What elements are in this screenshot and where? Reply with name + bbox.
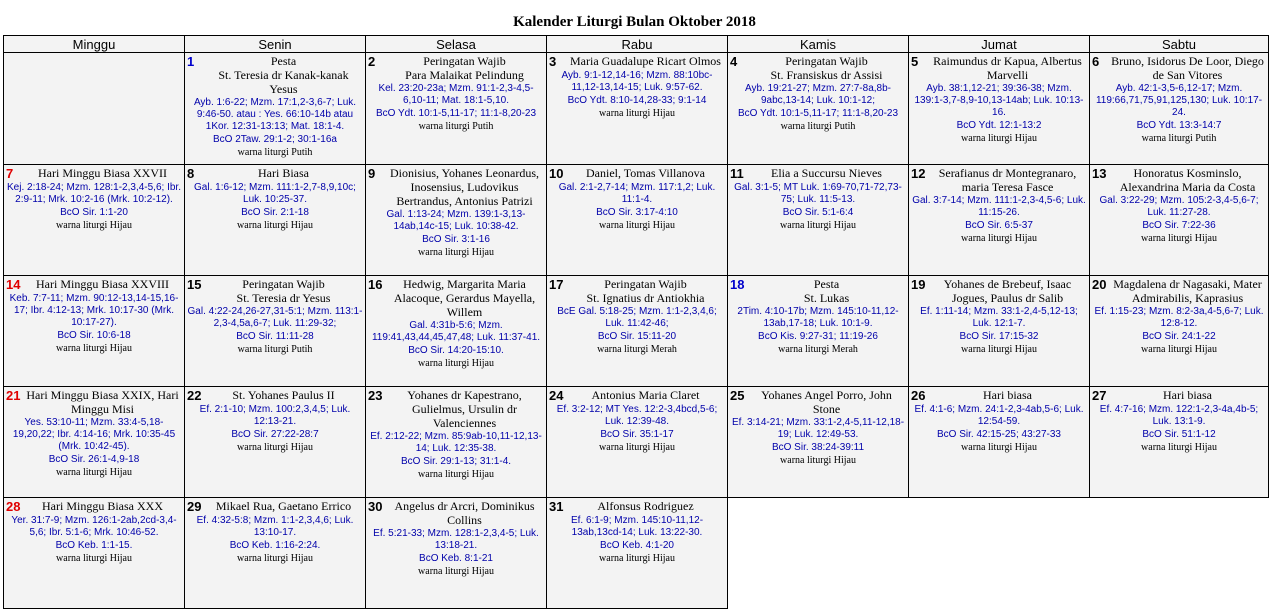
day-cell-content <box>368 499 544 608</box>
empty-day-cell <box>909 498 1090 609</box>
office-reading: BcO Sir. 2:1-18 <box>241 207 309 218</box>
day-number: 22 <box>187 388 202 403</box>
empty-day-cell <box>1090 498 1269 609</box>
day-header <box>368 277 544 319</box>
day-cell-content <box>911 166 1087 275</box>
office-reading: BcO Sir. 24:1-22 <box>1142 331 1216 342</box>
day-cell <box>547 276 728 387</box>
day-header <box>730 388 906 416</box>
day-header <box>549 166 725 181</box>
liturgical-color: warna liturgi Hijau <box>418 469 494 480</box>
liturgical-color: warna liturgi Hijau <box>599 108 675 119</box>
liturgical-color: warna liturgi Hijau <box>961 344 1037 355</box>
day-number: 27 <box>1092 388 1107 403</box>
mass-readings: Ef. 2:12-22; Mzm. 85:9ab-10,11-12,13-14; Luk. 12:35-38. <box>370 431 542 454</box>
feast-name: Yohanes de Brebeuf, Isaac Jogues, Paulus dr Salib <box>943 277 1072 305</box>
feast-name: Hari Minggu Biasa XXIX, Hari Minggu Misi <box>26 388 179 416</box>
day-number: 8 <box>187 166 195 181</box>
feast-name: Pesta St. Teresia dr Kanak-kanak Yesus <box>218 54 349 96</box>
day-cell <box>366 53 547 165</box>
day-header <box>730 54 906 82</box>
liturgical-color: warna liturgi Hijau <box>56 343 132 354</box>
day-cell <box>366 498 547 609</box>
mass-readings: Ef. 3:2-12; MT Yes. 12:2-3,4bcd,5-6; Luk. 12:39-48. <box>556 404 718 427</box>
day-cell-content <box>368 166 544 275</box>
day-cell <box>4 276 185 387</box>
day-cell <box>366 165 547 276</box>
day-number: 16 <box>368 277 383 292</box>
day-cell-content <box>368 54 544 164</box>
day-header <box>911 166 1087 194</box>
day-number: 1 <box>187 54 195 69</box>
weekday-header: Rabu <box>547 36 728 53</box>
day-number: 25 <box>730 388 745 403</box>
liturgical-color: warna liturgi Hijau <box>961 233 1037 244</box>
day-header <box>549 388 725 403</box>
feast-name: Magdalena dr Nagasaki, Mater Admirabilis, Kaprasius <box>1113 277 1262 305</box>
mass-readings: Kel. 23:20-23a; Mzm. 91:1-2,3-4,5-6,10-11; Mat. 18:1-5,10. <box>378 83 534 106</box>
day-number: 7 <box>6 166 14 181</box>
liturgical-color: warna liturgi Hijau <box>56 467 132 478</box>
office-reading: BcO Sir. 3:1-16 <box>422 234 490 245</box>
day-cell <box>728 165 909 276</box>
liturgical-color: warna liturgi Hijau <box>599 220 675 231</box>
day-cell-content <box>730 388 906 497</box>
office-reading: BcO Keb. 1:1-15. <box>55 540 133 551</box>
office-reading: BcO Ydt. 10:1-5,11-17; 11:1-8,20-23 <box>375 108 537 119</box>
mass-readings: Gal. 4:22-24,26-27,31-5:1; Mzm. 113:1-2,3-4,5a,6-7; Luk. 11:29-32; <box>187 306 363 329</box>
week-row <box>4 498 1269 609</box>
day-header <box>187 166 363 181</box>
feast-name: Dionisius, Yohanes Leonardus, Inosensius, Ludovikus Bertrandus, Antonius Patrizi <box>390 166 539 208</box>
mass-readings: Ef. 4:32-5:8; Mzm. 1:1-2,3,4,6; Luk. 13:10-17. <box>196 515 354 538</box>
feast-name: Elia a Succursu Nieves <box>771 166 882 180</box>
day-number: 9 <box>368 166 376 181</box>
liturgical-color: warna liturgi Hijau <box>56 553 132 564</box>
mass-readings: Ayb. 19:21-27; Mzm. 27:7-8a,8b-9abc,13-14; Luk. 10:1-12; <box>744 83 891 106</box>
office-reading: BcO Kis. 9:27-31; 11:19-26 <box>758 331 878 342</box>
day-cell-content <box>187 499 363 608</box>
day-cell-content <box>6 388 182 497</box>
liturgical-color: warna liturgi Hijau <box>418 358 494 369</box>
day-cell <box>185 276 366 387</box>
mass-readings: 2Tim. 4:10-17b; Mzm. 145:10-11,12-13ab,17-18; Luk. 10:1-9. <box>737 306 899 329</box>
mass-readings: Gal. 2:1-2,7-14; Mzm. 117:1,2; Luk. 11:1-4. <box>558 182 716 205</box>
day-cell-content <box>730 277 906 386</box>
day-number: 13 <box>1092 166 1107 181</box>
day-header <box>6 388 182 416</box>
feast-name: Alfonsus Rodriguez <box>597 499 694 513</box>
day-cell <box>547 165 728 276</box>
day-cell-content <box>911 277 1087 386</box>
office-reading: BcO Sir. 5:1-6:4 <box>782 207 854 218</box>
feast-name: Hari biasa <box>1163 388 1212 402</box>
liturgical-color: warna liturgi Hijau <box>1141 233 1217 244</box>
office-reading: BcO Ydt. 10:1-5,11-17; 11:1-8,20-23 <box>737 108 899 119</box>
weekday-header: Senin <box>185 36 366 53</box>
day-cell <box>1090 53 1269 165</box>
day-number: 19 <box>911 277 926 292</box>
day-header <box>549 54 725 69</box>
feast-name: Hari Minggu Biasa XXVIII <box>36 277 169 291</box>
feast-name: Maria Guadalupe Ricart Olmos <box>570 54 721 68</box>
day-cell <box>185 53 366 165</box>
feast-name: Mikael Rua, Gaetano Errico <box>215 499 352 513</box>
feast-name: Hari Minggu Biasa XXX <box>42 499 163 513</box>
day-cell <box>728 276 909 387</box>
mass-readings: Gal. 3:22-29; Mzm. 105:2-3,4-5,6-7; Luk. 11:27-28. <box>1099 195 1259 218</box>
day-header <box>187 54 363 96</box>
day-cell-content <box>368 388 544 497</box>
day-number: 10 <box>549 166 564 181</box>
feast-name: Honoratus Kosminslo, Alexandrina Maria da Costa <box>1119 166 1256 194</box>
liturgical-color: warna liturgi Hijau <box>599 442 675 453</box>
liturgical-color: warna liturgi Hijau <box>237 442 313 453</box>
day-cell <box>366 387 547 498</box>
day-header <box>368 388 544 430</box>
office-reading: BcO Sir. 27:22-28:7 <box>231 429 319 440</box>
day-cell <box>4 387 185 498</box>
day-header <box>187 277 363 305</box>
day-cell-content <box>1092 54 1266 164</box>
mass-readings: Ef. 4:7-16; Mzm. 122:1-2,3-4a,4b-5; Luk. 13:1-9. <box>1099 404 1259 427</box>
weekday-header-row <box>4 36 1269 53</box>
office-reading: BcO Sir. 26:1-4,9-18 <box>48 454 140 465</box>
calendar-body <box>4 53 1269 609</box>
day-cell <box>185 387 366 498</box>
feast-name: Angelus dr Arcri, Dominikus Collins <box>394 499 535 527</box>
day-cell <box>547 387 728 498</box>
day-header <box>911 54 1087 82</box>
mass-readings: Ayb. 1:6-22; Mzm. 17:1,2-3,6-7; Luk. 9:46-50. atau : Yes. 66:10-14b atau 1Kor. 12:31-13:13; Mat. 18:1-4. <box>193 97 357 132</box>
liturgical-color: warna liturgi Hijau <box>780 455 856 466</box>
office-reading: BcO Keb. 1:16-2:24. <box>229 540 321 551</box>
mass-readings: BcE Gal. 5:18-25; Mzm. 1:1-2,3,4,6; Luk. 11:42-46; <box>557 306 717 329</box>
office-reading: BcO 2Taw. 29:1-2; 30:1-16a <box>213 134 337 145</box>
day-number: 15 <box>187 277 202 292</box>
mass-readings: Ayb. 38:1,12-21; 39:36-38; Mzm. 139:1-3,7-8,9-10,13-14ab; Luk. 10:13-16. <box>914 83 1084 118</box>
liturgical-color: warna liturgi Hijau <box>780 220 856 231</box>
day-header <box>187 499 363 514</box>
day-header <box>911 388 1087 403</box>
weekday-header: Jumat <box>909 36 1090 53</box>
day-number: 31 <box>549 499 564 514</box>
mass-readings: Ef. 4:1-6; Mzm. 24:1-2,3-4ab,5-6; Luk. 12:54-59. <box>914 404 1084 427</box>
liturgical-color: warna liturgi Putih <box>418 121 494 132</box>
mass-readings: Gal. 4:31b-5:6; Mzm. 119:41,43,44,45,47,48; Luk. 11:37-41. <box>371 320 541 343</box>
liturgical-color: warna liturgi Hijau <box>961 442 1037 453</box>
day-cell-content <box>911 388 1087 497</box>
feast-name: Peringatan Wajib Para Malaikat Pelindung <box>405 54 524 82</box>
day-header <box>187 388 363 403</box>
office-reading: BcO Keb. 4:1-20 <box>600 540 674 551</box>
day-cell <box>1090 165 1269 276</box>
day-number: 3 <box>549 54 557 69</box>
feast-name: St. Yohanes Paulus II <box>232 388 335 402</box>
office-reading: BcO Keb. 8:1-21 <box>419 553 493 564</box>
mass-readings: Gal. 1:13-24; Mzm. 139:1-3,13-14ab,14c-15; Luk. 10:38-42. <box>386 209 526 232</box>
day-cell-content <box>1092 277 1266 386</box>
mass-readings: Ef. 1:15-23; Mzm. 8:2-3a,4-5,6-7; Luk. 12:8-12. <box>1094 306 1264 329</box>
feast-name: Pesta St. Lukas <box>803 277 850 305</box>
day-number: 24 <box>549 388 564 403</box>
mass-readings: Ef. 5:21-33; Mzm. 128:1-2,3,4-5; Luk. 13:18-21. <box>373 528 539 551</box>
day-cell <box>547 498 728 609</box>
day-cell-content <box>6 277 182 386</box>
day-cell-content <box>6 166 182 275</box>
office-reading: BcO Ydt. 13:3-14:7 <box>1136 120 1222 131</box>
day-header <box>1092 277 1266 305</box>
office-reading: BcO Sir. 3:17-4:10 <box>596 207 678 218</box>
mass-readings: Gal. 3:1-5; MT Luk. 1:69-70,71-72,73-75; Luk. 11:5-13. <box>734 182 902 205</box>
office-reading: BcO Sir. 10:6-18 <box>57 330 131 341</box>
day-cell-content <box>187 277 363 386</box>
day-cell <box>4 165 185 276</box>
empty-day-cell <box>4 53 185 165</box>
day-number: 30 <box>368 499 383 514</box>
day-header <box>6 166 182 181</box>
day-cell <box>909 53 1090 165</box>
day-cell-content <box>549 166 725 275</box>
office-reading: BcO Sir. 42:15-25; 43:27-33 <box>937 429 1061 440</box>
day-cell-content <box>549 54 725 164</box>
mass-readings: Keb. 7:7-11; Mzm. 90:12-13,14-15,16-17; Ibr. 4:12-13; Mrk. 10:17-30 (Mrk. 10:17-27). <box>9 293 179 328</box>
day-cell-content <box>730 54 906 164</box>
day-header <box>1092 54 1266 82</box>
day-number: 2 <box>368 54 376 69</box>
liturgical-color: warna liturgi Hijau <box>56 220 132 231</box>
feast-name: Hedwig, Margarita Maria Alacoque, Gerardus Mayella, Willem <box>393 277 536 319</box>
day-cell-content <box>6 499 182 608</box>
mass-readings: Gal. 3:7-14; Mzm. 111:1-2,3-4,5-6; Luk. 11:15-26. <box>912 195 1086 218</box>
day-number: 28 <box>6 499 21 514</box>
day-number: 12 <box>911 166 926 181</box>
office-reading: BcO Sir. 6:5-37 <box>965 220 1033 231</box>
day-number: 17 <box>549 277 564 292</box>
day-cell <box>1090 387 1269 498</box>
day-number: 26 <box>911 388 926 403</box>
day-number: 20 <box>1092 277 1107 292</box>
liturgical-color: warna liturgi Hijau <box>418 247 494 258</box>
feast-name: Peringatan Wajib St. Teresia dr Yesus <box>236 277 331 305</box>
mass-readings: Ef. 2:1-10; Mzm. 100:2,3,4,5; Luk. 12:13-21. <box>199 404 351 427</box>
weekday-header: Minggu <box>4 36 185 53</box>
liturgical-color: warna liturgi Hijau <box>961 133 1037 144</box>
day-cell-content <box>549 277 725 386</box>
day-number: 5 <box>911 54 919 69</box>
liturgical-color: warna liturgi Merah <box>597 344 677 355</box>
day-cell <box>1090 276 1269 387</box>
day-cell <box>547 53 728 165</box>
office-reading: BcO Ydt. 12:1-13:2 <box>956 120 1042 131</box>
office-reading: BcO Sir. 17:15-32 <box>959 331 1039 342</box>
mass-readings: Gal. 1:6-12; Mzm. 111:1-2,7-8,9,10c; Luk. 10:25-37. <box>194 182 356 205</box>
day-header <box>368 54 544 82</box>
day-header <box>549 277 725 305</box>
office-reading: BcO Ydt. 8:10-14,28-33; 9:1-14 <box>567 95 707 106</box>
feast-name: Peringatan Wajib St. Fransiskus dr Assisi <box>770 54 883 82</box>
day-header <box>911 277 1087 305</box>
liturgical-color: warna liturgi Hijau <box>599 553 675 564</box>
day-number: 18 <box>730 277 745 292</box>
office-reading: BcO Sir. 35:1-17 <box>600 429 674 440</box>
weekday-header: Sabtu <box>1090 36 1269 53</box>
day-number: 21 <box>6 388 21 403</box>
day-header <box>1092 166 1266 194</box>
mass-readings: Ef. 3:14-21; Mzm. 33:1-2,4-5,11-12,18-19; Luk. 12:49-53. <box>731 417 905 440</box>
calendar-table <box>3 35 1269 609</box>
day-number: 14 <box>6 277 21 292</box>
week-row <box>4 165 1269 276</box>
day-cell <box>909 165 1090 276</box>
day-cell <box>728 387 909 498</box>
day-header <box>368 499 544 527</box>
mass-readings: Ef. 6:1-9; Mzm. 145:10-11,12-13ab,13cd-14; Luk. 13:22-30. <box>570 515 704 538</box>
feast-name: Hari Biasa <box>258 166 309 180</box>
day-header <box>368 166 544 208</box>
liturgical-color: warna liturgi Putih <box>780 121 856 132</box>
feast-name: Peringatan Wajib St. Ignatius dr Antiokhia <box>586 277 705 305</box>
feast-name: Daniel, Tomas Villanova <box>586 166 705 180</box>
empty-day-cell <box>728 498 909 609</box>
office-reading: BcO Sir. 7:22-36 <box>1142 220 1216 231</box>
office-reading: BcO Sir. 1:1-20 <box>60 207 128 218</box>
feast-name: Yohanes dr Kapestrano, Gulielmus, Ursulin dr Valenciennes <box>407 388 522 430</box>
day-cell-content <box>1092 388 1266 497</box>
feast-name: Yohanes Angel Porro, John Stone <box>761 388 892 416</box>
day-cell <box>909 276 1090 387</box>
mass-readings: Yer. 31:7-9; Mzm. 126:1-2ab,2cd-3,4-5,6; Ibr. 5:1-6; Mrk. 10:46-52. <box>11 515 177 538</box>
day-header <box>549 499 725 514</box>
day-cell <box>185 498 366 609</box>
day-cell-content <box>368 277 544 386</box>
day-number: 4 <box>730 54 738 69</box>
day-cell <box>4 498 185 609</box>
week-row <box>4 387 1269 498</box>
liturgical-color: warna liturgi Putih <box>1141 133 1217 144</box>
week-row <box>4 53 1269 165</box>
liturgical-color: warna liturgi Hijau <box>237 553 313 564</box>
liturgical-color: warna liturgi Putih <box>237 344 313 355</box>
office-reading: BcO Sir. 15:11-20 <box>597 331 677 342</box>
mass-readings: Ayb. 9:1-12,14-16; Mzm. 88:10bc-11,12-13,14-15; Luk. 9:57-62. <box>561 70 713 93</box>
day-cell-content <box>187 54 363 164</box>
day-cell-content <box>911 54 1087 164</box>
feast-name: Antonius Maria Claret <box>591 388 700 402</box>
day-header <box>6 277 182 292</box>
day-number: 11 <box>730 166 744 181</box>
mass-readings: Yes. 53:10-11; Mzm. 33:4-5,18-19,20,22; Ibr. 4:14-16; Mrk. 10:35-45 (Mrk. 10:42-45). <box>12 417 176 452</box>
day-header <box>730 277 906 305</box>
day-cell-content <box>730 166 906 275</box>
liturgical-color: warna liturgi Hijau <box>1141 344 1217 355</box>
day-cell-content <box>187 388 363 497</box>
liturgical-color: warna liturgi Merah <box>778 344 858 355</box>
liturgical-color: warna liturgi Hijau <box>1141 442 1217 453</box>
mass-readings: Ayb. 42:1-3,5-6,12-17; Mzm. 119:66,71,75,91,125,130; Luk. 10:17-24. <box>1095 83 1263 118</box>
weekday-header: Selasa <box>366 36 547 53</box>
day-header <box>1092 388 1266 403</box>
liturgical-color: warna liturgi Putih <box>237 147 313 158</box>
week-row <box>4 276 1269 387</box>
feast-name: Raimundus dr Kapua, Albertus Marvelli <box>933 54 1082 82</box>
office-reading: BcO Sir. 38:24-39:11 <box>771 442 865 453</box>
mass-readings: Ef. 1:11-14; Mzm. 33:1-2,4-5,12-13; Luk. 12:1-7. <box>920 306 1078 329</box>
feast-name: Hari Minggu Biasa XXVII <box>38 166 167 180</box>
feast-name: Bruno, Isidorus De Loor, Diego de San Vitores <box>1111 54 1264 82</box>
day-header <box>730 166 906 181</box>
feast-name: Hari biasa <box>983 388 1032 402</box>
day-number: 6 <box>1092 54 1100 69</box>
feast-name: Serafianus dr Montegranaro, maria Teresa Fasce <box>938 166 1077 194</box>
office-reading: BcO Sir. 29:1-13; 31:1-4. <box>400 456 512 467</box>
day-cell-content <box>1092 166 1266 275</box>
weekday-header: Kamis <box>728 36 909 53</box>
day-number: 23 <box>368 388 383 403</box>
office-reading: BcO Sir. 11:11-28 <box>236 331 314 342</box>
day-cell-content <box>549 499 725 608</box>
day-cell-content <box>549 388 725 497</box>
liturgical-color: warna liturgi Hijau <box>418 566 494 577</box>
day-cell <box>185 165 366 276</box>
office-reading: BcO Sir. 14:20-15:10. <box>408 345 504 356</box>
day-cell-content <box>187 166 363 275</box>
day-cell <box>728 53 909 165</box>
day-number: 29 <box>187 499 202 514</box>
liturgical-color: warna liturgi Hijau <box>237 220 313 231</box>
office-reading: BcO Sir. 51:1-12 <box>1142 429 1216 440</box>
day-cell <box>909 387 1090 498</box>
day-cell <box>366 276 547 387</box>
day-header <box>6 499 182 514</box>
page-title: Kalender Liturgi Bulan Oktober 2018 <box>513 14 756 30</box>
mass-readings: Kej. 2:18-24; Mzm. 128:1-2,3,4-5,6; Ibr. 2:9-11; Mrk. 10:2-16 (Mrk. 10:2-12). <box>7 182 181 205</box>
